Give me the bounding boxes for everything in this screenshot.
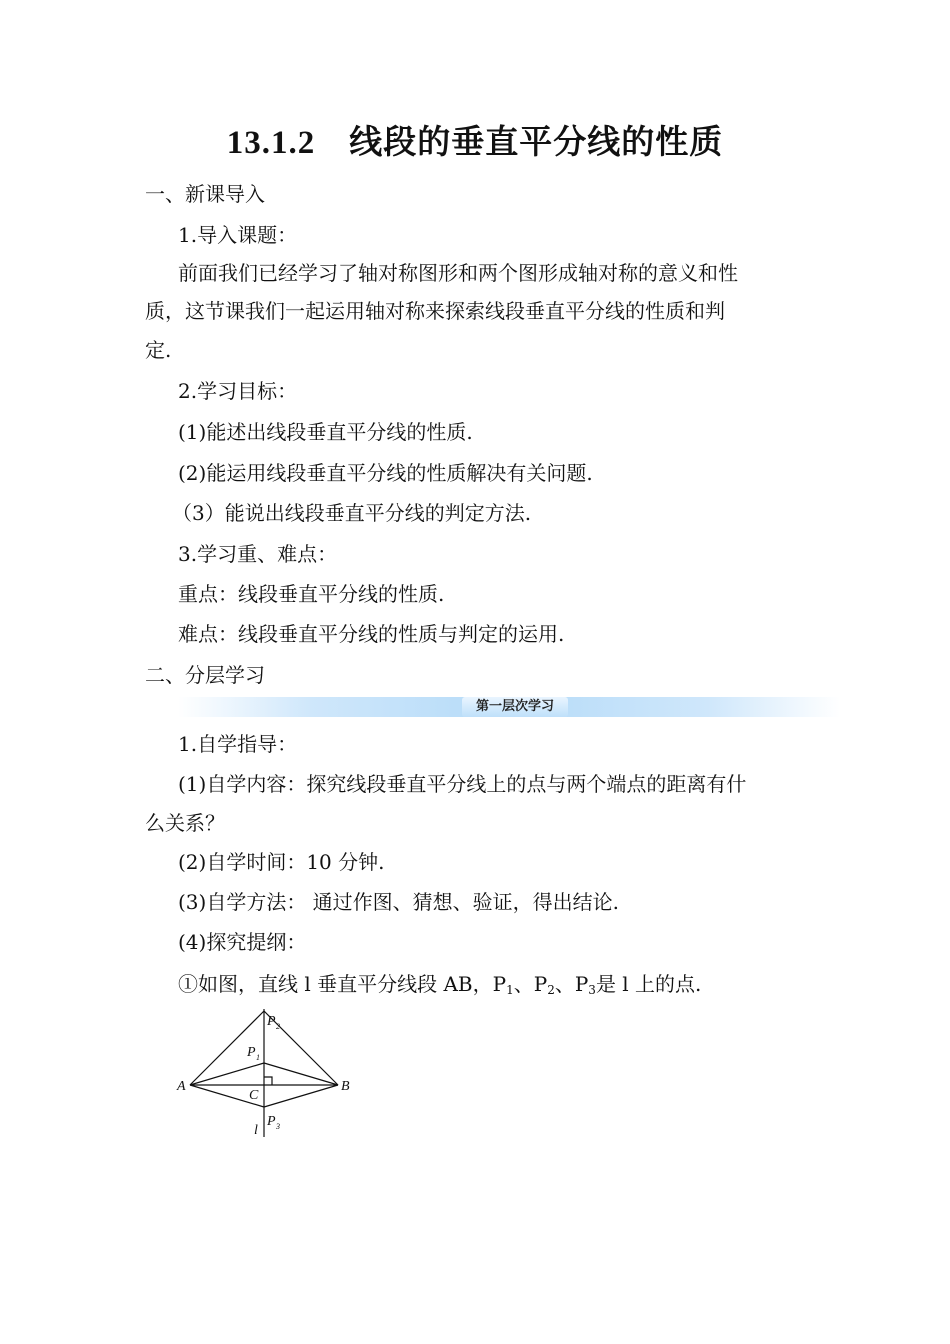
intro-paragraph-line-3: 定. xyxy=(145,338,172,362)
key-point: 重点：线段垂直平分线的性质. xyxy=(178,582,445,606)
section-number: 13.1.2 xyxy=(226,125,316,161)
key-heading: 3.学习重、难点： xyxy=(178,542,338,566)
label-a: A xyxy=(177,1079,186,1094)
intro-heading: 一、新课导入 xyxy=(145,182,265,206)
label-c: C xyxy=(249,1088,259,1103)
intro-item-1: 1.导入课题： xyxy=(178,223,298,247)
intro-paragraph-line-1: 前面我们已经学习了轴对称图形和两个图形成轴对称的意义和性 xyxy=(178,261,738,285)
self-study-heading: 1.自学指导： xyxy=(178,732,298,756)
label-p2-sub: 2 xyxy=(276,1022,280,1031)
label-p3: P xyxy=(267,1114,276,1129)
perpendicular-bisector-figure xyxy=(170,1003,370,1143)
label-p3-sub: 3 xyxy=(276,1122,280,1131)
right-angle-mark xyxy=(264,1077,272,1085)
goals-heading: 2.学习目标： xyxy=(178,379,298,403)
goal-3: （3）能说出线段垂直平分线的判定方法. xyxy=(172,501,532,525)
label-p1-sub: 1 xyxy=(256,1053,260,1062)
label-p2: P xyxy=(267,1014,276,1029)
title-text: 线段的垂直平分线的性质 xyxy=(349,122,724,161)
label-l: l xyxy=(254,1123,258,1138)
level-banner xyxy=(178,697,840,717)
layered-heading: 二、分层学习 xyxy=(145,663,265,687)
intro-paragraph-line-2: 质，这节课我们一起运用轴对称来探索线段垂直平分线的性质和判 xyxy=(145,299,725,323)
content-line-2: 么关系？ xyxy=(145,811,225,835)
page-title xyxy=(0,116,950,163)
step-1: ①如图，直线 l 垂直平分线段 AB，$P_1$、$P_2$、$P_3$是 l 上的点. xyxy=(178,972,702,997)
content-line-1: (1)自学内容：探究线段垂直平分线上的点与两个端点的距离有什 xyxy=(178,772,747,796)
label-p1: P xyxy=(247,1045,256,1060)
study-method: (3)自学方法： 通过作图、猜想、验证，得出结论. xyxy=(178,890,620,914)
goal-2: (2)能运用线段垂直平分线的性质解决有关问题. xyxy=(178,461,593,485)
label-b: B xyxy=(341,1079,350,1094)
goal-1: (1)能述出线段垂直平分线的性质. xyxy=(178,420,473,444)
banner-label: 第一层次学习 xyxy=(462,697,568,717)
difficult-point: 难点：线段垂直平分线的性质与判定的运用. xyxy=(178,622,565,646)
study-time: (2)自学时间：10 分钟. xyxy=(178,850,385,874)
outline-heading: (4)探究提纲： xyxy=(178,930,307,954)
